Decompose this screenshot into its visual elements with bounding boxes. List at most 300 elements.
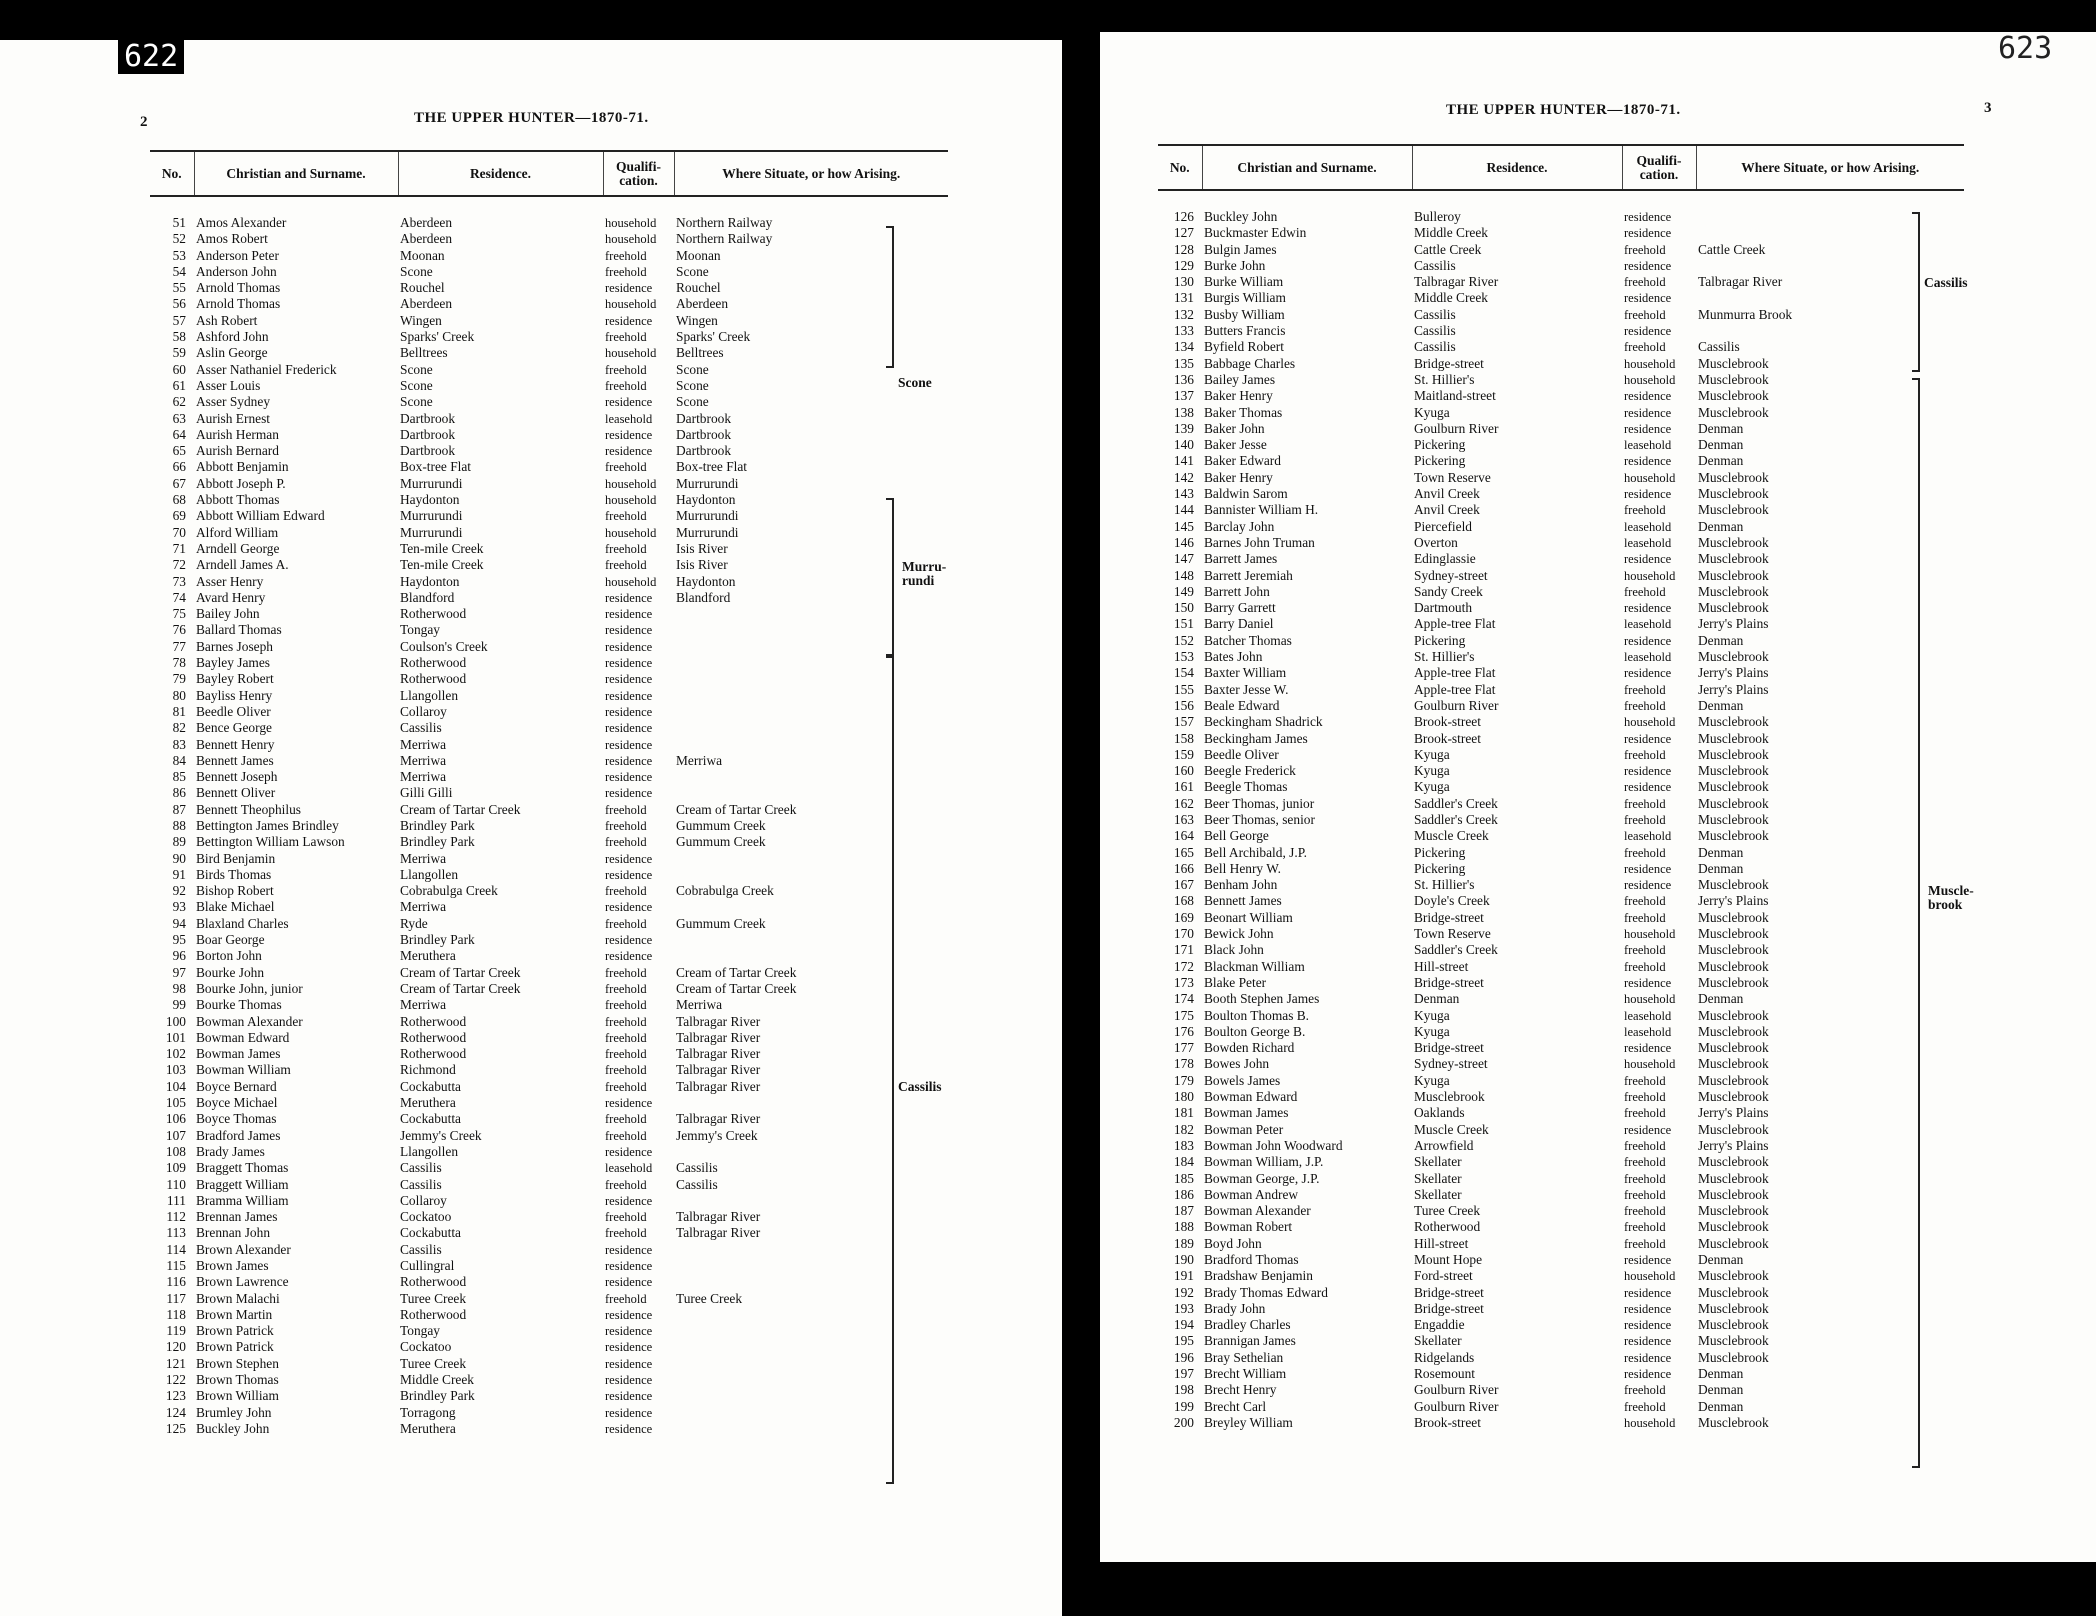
- residence: Middle Creek: [1414, 290, 1489, 306]
- where-situate: Scone: [676, 394, 709, 410]
- qualification: residence: [1624, 1285, 1672, 1300]
- qualification: residence: [605, 770, 653, 785]
- voter-name: Aurish Bernard: [196, 443, 279, 459]
- entry-number: 67: [172, 475, 186, 491]
- where-situate: Turee Creek: [676, 1290, 743, 1306]
- voter-name: Burgis William: [1204, 290, 1286, 306]
- residence: Maitland-street: [1414, 388, 1496, 404]
- residence: Apple-tree Flat: [1414, 665, 1496, 681]
- entry-number: 109: [165, 1160, 186, 1176]
- residence: Rotherwood: [400, 1029, 467, 1045]
- entry-number: 100: [165, 1013, 186, 1029]
- table-row: [150, 1323, 948, 1339]
- entry-number: 104: [165, 1078, 186, 1094]
- voter-name: Bowels James: [1204, 1072, 1281, 1088]
- residence: Sydney-street: [1414, 567, 1488, 583]
- table-row: [150, 590, 948, 606]
- voter-name: Amos Alexander: [196, 215, 287, 230]
- where-situate: [674, 639, 948, 655]
- entry-number: 73: [172, 573, 186, 589]
- entry-number: 157: [1173, 714, 1194, 730]
- residence: Cassilis: [400, 720, 442, 736]
- where-situate: [674, 1356, 948, 1372]
- entry-number: 152: [1173, 632, 1194, 648]
- qualification: freehold: [605, 1063, 647, 1078]
- table-row: [150, 541, 948, 557]
- voter-name: Bowman Andrew: [1204, 1186, 1299, 1202]
- entry-number: 168: [1173, 893, 1194, 909]
- table-row: [1158, 616, 1964, 632]
- voter-name: Bowman William: [196, 1062, 291, 1078]
- where-situate: Musclebrook: [1698, 1300, 1769, 1316]
- residence: Box-tree Flat: [400, 459, 472, 475]
- where-situate: Musclebrook: [1698, 746, 1769, 762]
- qualification: residence: [605, 1096, 653, 1111]
- voter-name: Beckingham Shadrick: [1204, 714, 1323, 730]
- residence: Aberdeen: [400, 231, 453, 247]
- col-header-name: Christian and Surname.: [194, 152, 398, 196]
- voter-name: Bourke John: [196, 964, 265, 980]
- voter-name: Boulton Thomas B.: [1204, 1007, 1310, 1023]
- residence: Cassilis: [400, 1241, 442, 1257]
- table-row: [1158, 1415, 1964, 1431]
- table-row: [1158, 1008, 1964, 1024]
- entry-number: 115: [166, 1258, 186, 1273]
- residence: Merriwa: [400, 752, 447, 768]
- entry-number: 118: [166, 1306, 186, 1322]
- where-situate: Talbragar River: [676, 1209, 761, 1225]
- qualification: freehold: [1624, 1138, 1666, 1153]
- where-situate: Musclebrook: [1698, 1317, 1769, 1333]
- where-situate: Haydonton: [676, 573, 736, 589]
- residence: Gilli Gilli: [400, 785, 453, 801]
- qualification: leasehold: [1624, 829, 1672, 844]
- residence: Apple-tree Flat: [1414, 681, 1496, 697]
- where-situate: Isis River: [676, 540, 728, 556]
- table-row: [150, 1405, 948, 1421]
- table-row: [150, 427, 948, 443]
- residence: Scone: [400, 263, 433, 279]
- where-situate: Musclebrook: [1698, 1333, 1769, 1349]
- qualification: residence: [605, 427, 653, 442]
- voter-name: Baker Edward: [1204, 453, 1281, 469]
- where-situate: [1696, 258, 1964, 274]
- residence: Bridge-street: [1414, 909, 1484, 925]
- entry-number: 150: [1173, 600, 1194, 616]
- where-situate: Wingen: [676, 312, 718, 328]
- residence: Dartbrook: [400, 410, 456, 426]
- table-row: [150, 1030, 948, 1046]
- voter-name: Blake Peter: [1204, 974, 1267, 990]
- table-row: [150, 345, 948, 361]
- where-situate: Belltrees: [676, 345, 724, 361]
- entry-number: 197: [1173, 1366, 1194, 1382]
- residence: Belltrees: [400, 345, 448, 361]
- voter-name: Bradford James: [196, 1127, 281, 1143]
- qualification: residence: [605, 786, 653, 801]
- entry-number: 159: [1173, 746, 1194, 762]
- voter-name: Bowman John Woodward: [1204, 1137, 1343, 1153]
- qualification: freehold: [1624, 275, 1666, 290]
- qualification: freehold: [1624, 682, 1666, 697]
- voter-name: Brannigan James: [1204, 1333, 1296, 1349]
- where-situate: [674, 1258, 948, 1274]
- residence: Aberdeen: [400, 296, 453, 312]
- table-row: [150, 459, 948, 475]
- qualification: freehold: [1624, 1187, 1666, 1202]
- entry-number: 71: [172, 540, 186, 556]
- residence: Llangollen: [400, 866, 459, 882]
- voter-name: Bowman James: [1204, 1105, 1289, 1121]
- entry-number: 60: [172, 361, 186, 377]
- table-row: [1158, 665, 1964, 681]
- where-situate: Talbragar River: [676, 1029, 761, 1045]
- entry-number: 55: [172, 280, 186, 296]
- where-situate: [674, 688, 948, 704]
- table-row: [1158, 1399, 1964, 1415]
- where-situate: Musclebrook: [1698, 567, 1769, 583]
- entry-number: 166: [1173, 860, 1194, 876]
- table-row: [150, 639, 948, 655]
- residence: Skellater: [1414, 1186, 1462, 1202]
- entry-number: 160: [1173, 763, 1194, 779]
- qualification: household: [1624, 1415, 1676, 1430]
- qualification: residence: [1624, 1041, 1672, 1056]
- qualification: residence: [1624, 601, 1672, 616]
- qualification: freehold: [605, 541, 647, 556]
- table-row: [150, 1291, 948, 1307]
- where-situate: Denman: [1698, 437, 1744, 453]
- table-row: [1158, 1317, 1964, 1333]
- entry-number: 83: [172, 736, 186, 752]
- voter-name: Brecht Carl: [1204, 1398, 1267, 1414]
- entry-number: 56: [172, 296, 186, 312]
- qualification: freehold: [1624, 1220, 1666, 1235]
- where-situate: Musclebrook: [1698, 779, 1769, 795]
- entry-number: 54: [172, 263, 186, 279]
- qualification: residence: [1624, 1122, 1672, 1137]
- entry-number: 161: [1173, 779, 1194, 795]
- residence: Anvil Creek: [1414, 502, 1480, 518]
- residence: Meruthera: [400, 948, 456, 964]
- entry-number: 79: [172, 671, 186, 687]
- voter-name: Bowman Edward: [196, 1029, 290, 1045]
- residence: Brook-street: [1414, 714, 1481, 730]
- qualification: leasehold: [605, 411, 653, 426]
- voter-name: Buckley John: [1204, 209, 1278, 224]
- residence: Ridgelands: [1414, 1349, 1475, 1365]
- qualification: residence: [1624, 389, 1672, 404]
- voter-name: Bray Sethelian: [1204, 1349, 1284, 1365]
- table-row: [1158, 1333, 1964, 1349]
- residence: Coulson's Creek: [400, 638, 488, 654]
- qualification: freehold: [605, 1177, 647, 1192]
- voter-name: Black John: [1204, 942, 1264, 958]
- table-row: [150, 574, 948, 590]
- qualification: household: [1624, 470, 1676, 485]
- voter-name: Abbott Joseph P.: [196, 475, 286, 491]
- residence: Middle Creek: [400, 1372, 475, 1388]
- table-row: [1158, 1105, 1964, 1121]
- where-situate: [1696, 190, 1964, 225]
- table-row: [1158, 975, 1964, 991]
- table-row: [1158, 1301, 1964, 1317]
- table-row: [1158, 190, 1964, 225]
- where-situate: Musclebrook: [1698, 1121, 1769, 1137]
- residence: Ten-mile Creek: [400, 557, 484, 573]
- residence: Cassilis: [400, 1176, 442, 1192]
- table-row: [150, 818, 948, 834]
- col-header-residence: Residence.: [398, 152, 603, 196]
- where-situate: Denman: [1698, 991, 1744, 1007]
- table-row: [1158, 1154, 1964, 1170]
- voter-name: Bayliss Henry: [196, 687, 273, 703]
- entry-number: 174: [1173, 991, 1194, 1007]
- entry-number: 136: [1173, 371, 1194, 387]
- table-row: [150, 1193, 948, 1209]
- voter-name: Brown Alexander: [196, 1241, 291, 1257]
- table-row: [1158, 1382, 1964, 1398]
- entry-number: 143: [1173, 486, 1194, 502]
- entry-number: 92: [172, 883, 186, 899]
- residence: Richmond: [400, 1062, 456, 1078]
- col-header-where-situate: Where Situate, or how Arising.: [674, 152, 948, 196]
- where-situate: Murrurundi: [676, 524, 739, 540]
- residence: Murrurundi: [400, 508, 463, 524]
- col-header-no: No.: [150, 152, 194, 196]
- qualification: residence: [605, 851, 653, 866]
- table-row: [1158, 861, 1964, 877]
- where-situate: Denman: [1698, 632, 1744, 648]
- entry-number: 53: [172, 247, 186, 263]
- where-situate: Musclebrook: [1698, 534, 1769, 550]
- table-row: [150, 769, 948, 785]
- residence: Scone: [400, 394, 433, 410]
- entry-number: 130: [1173, 274, 1194, 290]
- table-row: [1158, 1252, 1964, 1268]
- where-situate: Cobrabulga Creek: [676, 883, 774, 899]
- entry-number: 198: [1173, 1382, 1194, 1398]
- residence: Murrurundi: [400, 524, 463, 540]
- residence: Merriwa: [400, 850, 447, 866]
- left-page-number: 2: [140, 114, 148, 130]
- table-row: [1158, 649, 1964, 665]
- qualification: household: [1624, 927, 1676, 942]
- col-header-qualification: Qualifi-cation.: [603, 152, 674, 196]
- where-situate: Merriwa: [676, 752, 723, 768]
- residence: Musclebrook: [1414, 1089, 1485, 1105]
- residence: Tongay: [400, 622, 440, 638]
- where-situate: Blandford: [676, 589, 731, 605]
- qualification: residence: [1624, 780, 1672, 795]
- qualification: household: [1624, 372, 1676, 387]
- entry-number: 200: [1173, 1414, 1194, 1430]
- entry-number: 129: [1173, 257, 1194, 273]
- qualification: residence: [1624, 1301, 1672, 1316]
- voter-name: Bennett Henry: [196, 736, 275, 752]
- residence: Goulburn River: [1414, 1382, 1499, 1398]
- qualification: residence: [1624, 258, 1672, 273]
- voter-name: Brecht William: [1204, 1366, 1287, 1382]
- qualification: household: [1624, 356, 1676, 371]
- residence: Cullingral: [400, 1258, 455, 1273]
- qualification: residence: [1624, 633, 1672, 648]
- voter-name: Bradford Thomas: [1204, 1252, 1299, 1267]
- where-situate: Musclebrook: [1698, 1203, 1769, 1219]
- entry-number: 63: [172, 410, 186, 426]
- residence: Meruthera: [400, 1420, 456, 1436]
- entry-number: 61: [172, 377, 186, 393]
- qualification: residence: [605, 1275, 653, 1290]
- voter-name: Borton John: [196, 948, 262, 964]
- residence: Town Reserve: [1414, 469, 1491, 485]
- where-situate: [674, 1307, 948, 1323]
- table-row: [1158, 845, 1964, 861]
- entry-number: 110: [166, 1176, 186, 1192]
- table-row: [1158, 1366, 1964, 1382]
- entry-number: 156: [1173, 697, 1194, 713]
- entry-number: 75: [172, 606, 186, 622]
- table-row: [1158, 763, 1964, 779]
- qualification: residence: [605, 656, 653, 671]
- voter-name: Bayley Robert: [196, 671, 274, 687]
- where-situate: Murrurundi: [676, 475, 739, 491]
- where-situate: Musclebrook: [1698, 469, 1769, 485]
- entry-number: 183: [1173, 1137, 1194, 1153]
- residence: Cassilis: [1414, 306, 1456, 322]
- where-situate: Musclebrook: [1698, 1056, 1769, 1072]
- entry-number: 113: [166, 1225, 186, 1241]
- residence: Apple-tree Flat: [1414, 616, 1496, 632]
- voter-name: Barnes John Truman: [1204, 534, 1315, 550]
- table-row: [150, 394, 948, 410]
- residence: Ford-street: [1414, 1268, 1473, 1284]
- residence: Kyuga: [1414, 1072, 1450, 1088]
- residence: Merriwa: [400, 769, 447, 785]
- voter-name: Asser Henry: [196, 573, 264, 589]
- where-situate: [674, 704, 948, 720]
- table-row: [1158, 1350, 1964, 1366]
- qualification: freehold: [1624, 910, 1666, 925]
- qualification: freehold: [605, 1210, 647, 1225]
- residence: Pickering: [1414, 453, 1466, 469]
- table-row: [1158, 942, 1964, 958]
- table-row: [1158, 1056, 1964, 1072]
- entry-number: 146: [1173, 534, 1194, 550]
- where-situate: Talbragar River: [676, 1046, 761, 1062]
- residence: Haydonton: [400, 573, 460, 589]
- residence: Muscle Creek: [1414, 1121, 1489, 1137]
- residence: Cockatoo: [400, 1339, 452, 1355]
- voter-name: Avard Henry: [196, 589, 266, 605]
- voter-name: Beckingham James: [1204, 730, 1308, 746]
- residence: Anvil Creek: [1414, 486, 1480, 502]
- where-situate: Cassilis: [676, 1176, 718, 1192]
- table-row: [1158, 893, 1964, 909]
- district-label-scone: Scone: [898, 375, 932, 390]
- where-situate: [674, 1274, 948, 1290]
- district-label-musclebrook: Muscle-brook: [1928, 883, 1974, 912]
- table-row: [150, 296, 948, 312]
- voter-name: Breyley William: [1204, 1414, 1293, 1430]
- where-situate: Denman: [1698, 1398, 1744, 1414]
- table-row: [150, 1079, 948, 1095]
- qualification: freehold: [1624, 242, 1666, 257]
- voter-name: Arnold Thomas: [196, 280, 281, 296]
- qualification: residence: [605, 753, 653, 768]
- voter-name: Beegle Frederick: [1204, 763, 1296, 779]
- qualification: freehold: [1624, 894, 1666, 909]
- residence: Brook-street: [1414, 730, 1481, 746]
- left-register-table: [150, 152, 948, 1437]
- table-row: [1158, 1187, 1964, 1203]
- entry-number: 126: [1173, 209, 1194, 224]
- where-situate: Musclebrook: [1698, 502, 1769, 518]
- qualification: freehold: [1624, 584, 1666, 599]
- voter-name: Bowman Edward: [1204, 1089, 1298, 1105]
- where-situate: [674, 948, 948, 964]
- residence: Muscle Creek: [1414, 828, 1489, 844]
- voter-name: Busby William: [1204, 306, 1285, 322]
- table-row: [1158, 698, 1964, 714]
- qualification: freehold: [605, 1014, 647, 1029]
- entry-number: 74: [172, 589, 186, 605]
- entry-number: 188: [1173, 1219, 1194, 1235]
- where-situate: Musclebrook: [1698, 1170, 1769, 1186]
- voter-name: Boyd John: [1204, 1235, 1262, 1251]
- residence: Overton: [1414, 534, 1458, 550]
- voter-name: Blackman William: [1204, 958, 1305, 974]
- qualification: freehold: [1624, 943, 1666, 958]
- voter-name: Asser Sydney: [196, 394, 271, 410]
- voter-name: Bowman George, J.P.: [1204, 1170, 1320, 1186]
- qualification: freehold: [1624, 796, 1666, 811]
- table-row: [150, 196, 948, 231]
- voter-name: Barrett Jeremiah: [1204, 567, 1293, 583]
- qualification: residence: [605, 900, 653, 915]
- residence: Sandy Creek: [1414, 583, 1483, 599]
- voter-name: Ashford John: [196, 329, 269, 345]
- table-row: [150, 1421, 948, 1437]
- qualification: freehold: [1624, 1155, 1666, 1170]
- entry-number: 122: [165, 1372, 186, 1388]
- voter-name: Brady James: [196, 1143, 265, 1159]
- qualification: freehold: [605, 330, 647, 345]
- residence: Pickering: [1414, 844, 1466, 860]
- entry-number: 99: [172, 997, 186, 1013]
- left-brace-murrurundi: [886, 498, 894, 656]
- residence: Engaddie: [1414, 1317, 1465, 1333]
- entry-number: 164: [1173, 828, 1194, 844]
- voter-name: Bowman William, J.P.: [1204, 1154, 1324, 1170]
- qualification: residence: [605, 1389, 653, 1404]
- residence: Meruthera: [400, 1095, 456, 1111]
- qualification: household: [605, 297, 657, 312]
- qualification: residence: [605, 1405, 653, 1420]
- qualification: freehold: [605, 460, 647, 475]
- qualification: freehold: [605, 802, 647, 817]
- voter-name: Barrett James: [1204, 551, 1278, 567]
- qualification: residence: [605, 281, 653, 296]
- entry-number: 85: [172, 769, 186, 785]
- voter-name: Ballard Thomas: [196, 622, 282, 638]
- where-situate: Gummum Creek: [676, 817, 766, 833]
- district-label-murrurundi: Murru-rundi: [902, 559, 947, 588]
- entry-number: 185: [1173, 1170, 1194, 1186]
- qualification: freehold: [1624, 959, 1666, 974]
- voter-name: Batcher Thomas: [1204, 632, 1292, 648]
- voter-name: Bennett Oliver: [196, 785, 276, 801]
